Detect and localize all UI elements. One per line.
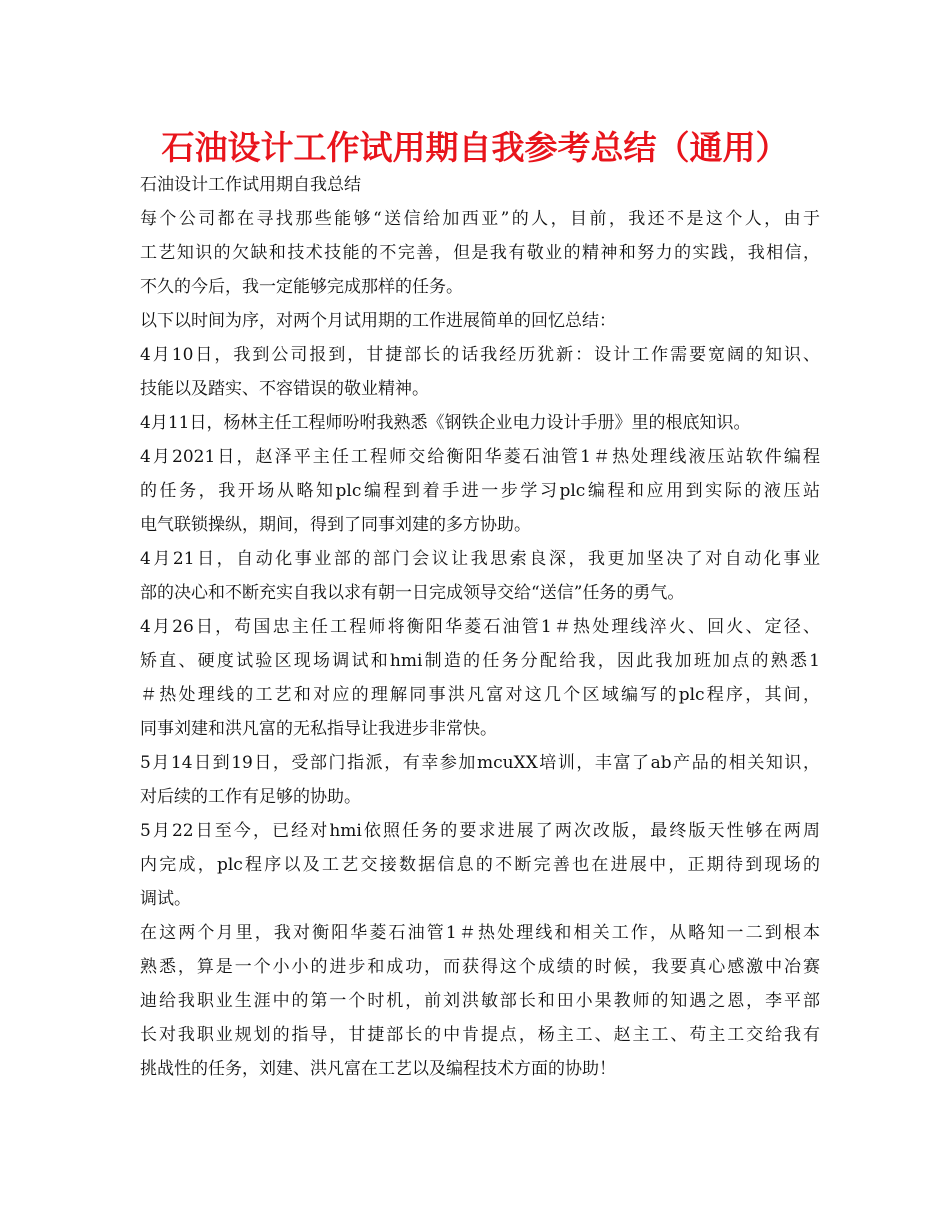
text-line: 4月11日，杨林主任工程师吩咐我熟悉《钢铁企业电力设计手册》里的根底知识。 [140, 413, 751, 433]
text-line: 4月21日，自动化事业部的部门会议让我思索良深，我更加坚决了对自动化事业 [140, 549, 820, 569]
text-line: 挑战性的任务，刘建、洪凡富在工艺以及编程技术方面的协助！ [140, 1059, 616, 1079]
text-line: 内完成，plc程序以及工艺交接数据信息的不断完善也在进展中，正期待到现场的 [140, 855, 820, 875]
text-line: ＃热处理线的工艺和对应的理解同事洪凡富对这几个区域编写的plc程序，其间， [140, 685, 820, 705]
text-line: 石油设计工作试用期自我总结 [140, 175, 361, 195]
text-line: 迪给我职业生涯中的第一个时机，前刘洪敏部长和田小果教师的知遇之恩，李平部 [140, 991, 820, 1011]
text-line: 5月22日至今，已经对hmi依照任务的要求进展了两次改版，最终版天性够在两周 [140, 821, 820, 841]
text-line: 电气联锁操纵，期间，得到了同事刘建的多方协助。 [140, 515, 531, 535]
text-line: 长对我职业规划的指导，甘捷部长的中肯提点，杨主工、赵主工、苟主工交给我有 [140, 1025, 820, 1045]
text-line: 的任务，我开场从略知plc编程到着手进一步学习plc编程和应用到实际的液压站 [140, 481, 820, 501]
text-line: 矫直、硬度试验区现场调试和hmi制造的任务分配给我，因此我加班加点的熟悉1 [140, 651, 820, 671]
text-line: 4月10日，我到公司报到，甘捷部长的话我经历犹新：设计工作需要宽阔的知识、 [140, 345, 820, 365]
text-line: 工艺知识的欠缺和技术技能的不完善，但是我有敬业的精神和努力的实践，我相信， [140, 243, 820, 263]
text-line: 4月2021日，赵泽平主任工程师交给衡阳华菱石油管1＃热处理线液压站软件编程 [140, 447, 820, 467]
text-line: 5月14日到19日，受部门指派，有幸参加mcuXX培训，丰富了ab产品的相关知识， [140, 753, 820, 773]
text-line: 部的决心和不断充实自我以求有朝一日完成领导交给“送信”任务的勇气。 [140, 583, 685, 603]
document-title: 石油设计工作试用期自我参考总结（通用） [161, 128, 789, 167]
document-body [140, 168, 820, 1086]
text-line: 每个公司都在寻找那些能够“送信给加西亚”的人，目前，我还不是这个人，由于 [140, 209, 820, 229]
text-line: 调试。 [140, 889, 191, 909]
text-line: 不久的今后，我一定能够完成那样的任务。 [140, 277, 463, 297]
text-line: 熟悉，算是一个小小的进步和成功，而获得这个成绩的时候，我要真心感激中冶赛 [140, 957, 820, 977]
text-line: 4月26日，苟国忠主任工程师将衡阳华菱石油管1＃热处理线淬火、回火、定径、 [140, 617, 820, 637]
text-line: 在这两个月里，我对衡阳华菱石油管1＃热处理线和相关工作，从略知一二到根本 [140, 923, 820, 943]
text-line: 对后续的工作有足够的协助。 [140, 787, 361, 807]
text-line: 同事刘建和洪凡富的无私指导让我进步非常快。 [140, 719, 497, 739]
text-line: 以下以时间为序，对两个月试用期的工作进展简单的回忆总结： [140, 311, 616, 331]
text-line: 技能以及踏实、不容错误的敬业精神。 [140, 379, 429, 399]
